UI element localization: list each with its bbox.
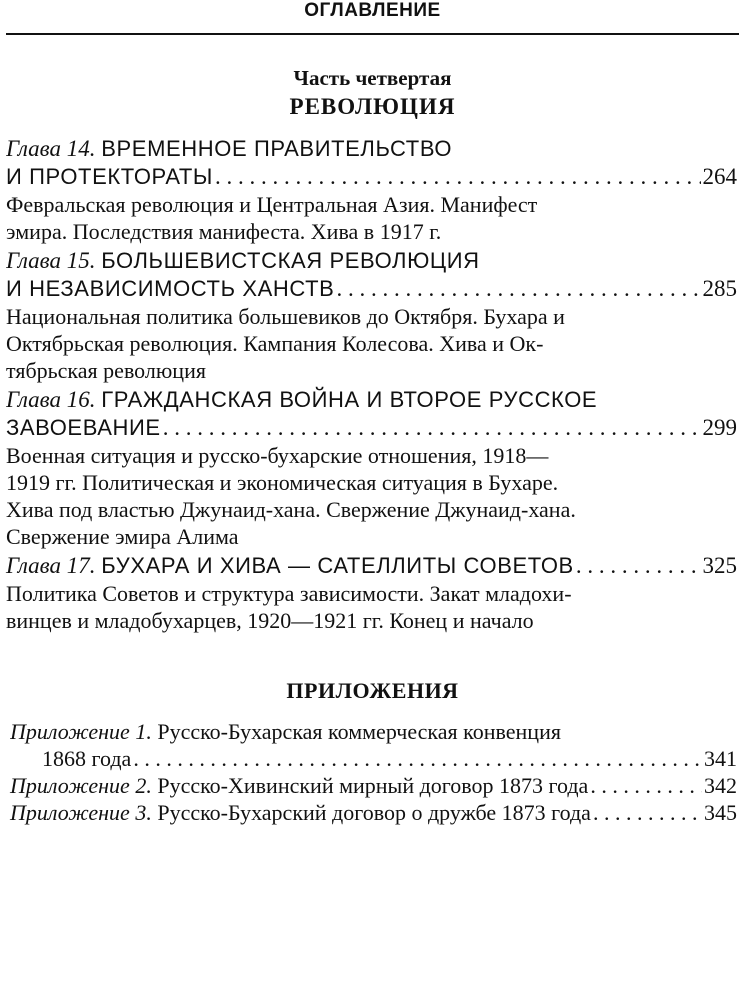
chapter-description-line: винцев и младобухарцев, 1920—1921 гг. Конец и начало bbox=[6, 608, 534, 633]
page-number: 342 bbox=[704, 773, 737, 798]
page-number: 285 bbox=[702, 276, 737, 301]
chapter-description-line: Свержение эмира Алима bbox=[6, 524, 239, 549]
chapter-title: БОЛЬШЕВИСТСКАЯ РЕВОЛЮЦИЯ bbox=[101, 248, 480, 273]
appendices-heading: ПРИЛОЖЕНИЯ bbox=[286, 678, 459, 703]
chapter-heading-line bbox=[6, 386, 737, 414]
appendix-label: Приложение 2. bbox=[10, 773, 152, 798]
chapter-label: Глава 17. bbox=[6, 553, 96, 578]
dot-leader bbox=[576, 552, 701, 580]
chapter-title: ГРАЖДАНСКАЯ ВОЙНА И ВТОРОЕ РУССКОЕ bbox=[101, 387, 598, 412]
appendix-title: Русско-Бухарский договор о дружбе 1873 года bbox=[157, 800, 591, 825]
appendix-label: Приложение 1. bbox=[10, 719, 152, 744]
chapter-label: Глава 16. bbox=[6, 387, 96, 412]
dot-leader bbox=[336, 275, 700, 303]
dot-leader bbox=[593, 799, 702, 826]
chapter-title: БУХАРА И ХИВА — САТЕЛЛИТЫ СОВЕТОВ bbox=[101, 553, 574, 578]
chapter-description-line: Военная ситуация и русско-бухарские отношения, 1918— bbox=[6, 443, 549, 468]
dot-leader bbox=[133, 745, 702, 772]
appendix-list bbox=[10, 718, 737, 826]
toc-entry-chapter-14 bbox=[6, 135, 737, 245]
chapter-title-leader-line bbox=[6, 414, 737, 442]
chapter-label: Глава 14. bbox=[6, 136, 96, 161]
chapter-label: Глава 15. bbox=[6, 248, 96, 273]
toc-entry-chapter-15 bbox=[6, 247, 737, 384]
chapter-heading-line bbox=[6, 135, 737, 163]
chapter-description-line: тябрьская революция bbox=[6, 358, 206, 383]
part-label: Часть четвертая bbox=[293, 66, 452, 90]
appendix-title: Русско-Бухарская коммерческая конвенция bbox=[157, 719, 561, 744]
chapter-title-leader-line bbox=[6, 163, 737, 191]
chapter-description-line: Хива под властью Джунаид-хана. Свержение Джунаид-хана. bbox=[6, 497, 576, 522]
chapter-description-line: Октябрьская революция. Кампания Колесова. Хива и Ок- bbox=[6, 331, 544, 356]
chapter-title-continued: И НЕЗАВИСИМОСТЬ ХАНСТВ bbox=[6, 276, 335, 301]
chapter-description-line: Политика Советов и структура зависимости. Закат младохи- bbox=[6, 581, 572, 606]
chapter-heading-line bbox=[6, 247, 737, 275]
appendix-heading-line bbox=[10, 718, 737, 745]
toc-entry-appendix-3 bbox=[10, 799, 737, 826]
chapter-description-line: Февральская революция и Центральная Азия. Манифест bbox=[6, 192, 538, 217]
chapter-heading-leader-line bbox=[6, 552, 737, 580]
page-number: 341 bbox=[704, 746, 737, 771]
chapter-list bbox=[6, 135, 737, 634]
appendix-label: Приложение 3. bbox=[10, 800, 152, 825]
page-number: 264 bbox=[702, 164, 737, 189]
chapter-title-continued: И ПРОТЕКТОРАТЫ bbox=[6, 164, 214, 189]
chapter-description-line: Национальная политика большевиков до Октября. Бухара и bbox=[6, 304, 565, 329]
toc-entry-chapter-17 bbox=[6, 552, 737, 634]
appendix-title: Русско-Хивинский мирный договор 1873 года bbox=[157, 773, 589, 798]
appendix-leader-line bbox=[10, 799, 737, 826]
appendix-leader-line bbox=[10, 772, 737, 799]
dot-leader bbox=[215, 163, 700, 191]
part-title: РЕВОЛЮЦИЯ bbox=[289, 94, 456, 119]
toc-entry-appendix-2 bbox=[10, 772, 737, 799]
chapter-description-line: эмира. Последствия манифеста. Хива в 1917 г. bbox=[6, 219, 442, 244]
page-number: 299 bbox=[702, 415, 737, 440]
chapter-title: ВРЕМЕННОЕ ПРАВИТЕЛЬСТВО bbox=[101, 136, 453, 161]
running-head: ОГЛАВЛЕНИЕ bbox=[304, 0, 441, 21]
chapter-description-line: 1919 гг. Политическая и экономическая ситуация в Бухаре. bbox=[6, 470, 559, 495]
toc-entry-chapter-16 bbox=[6, 386, 737, 550]
appendix-leader-line bbox=[10, 745, 737, 772]
header-rule bbox=[6, 33, 739, 35]
chapter-title-continued: ЗАВОЕВАНИЕ bbox=[6, 415, 161, 440]
dot-leader bbox=[590, 772, 702, 799]
page-number: 325 bbox=[702, 553, 737, 578]
dot-leader bbox=[163, 414, 701, 442]
page-number: 345 bbox=[704, 800, 737, 825]
toc-entry-appendix-1 bbox=[10, 718, 737, 772]
appendix-title-continued: 1868 года bbox=[42, 746, 132, 771]
chapter-title-leader-line bbox=[6, 275, 737, 303]
